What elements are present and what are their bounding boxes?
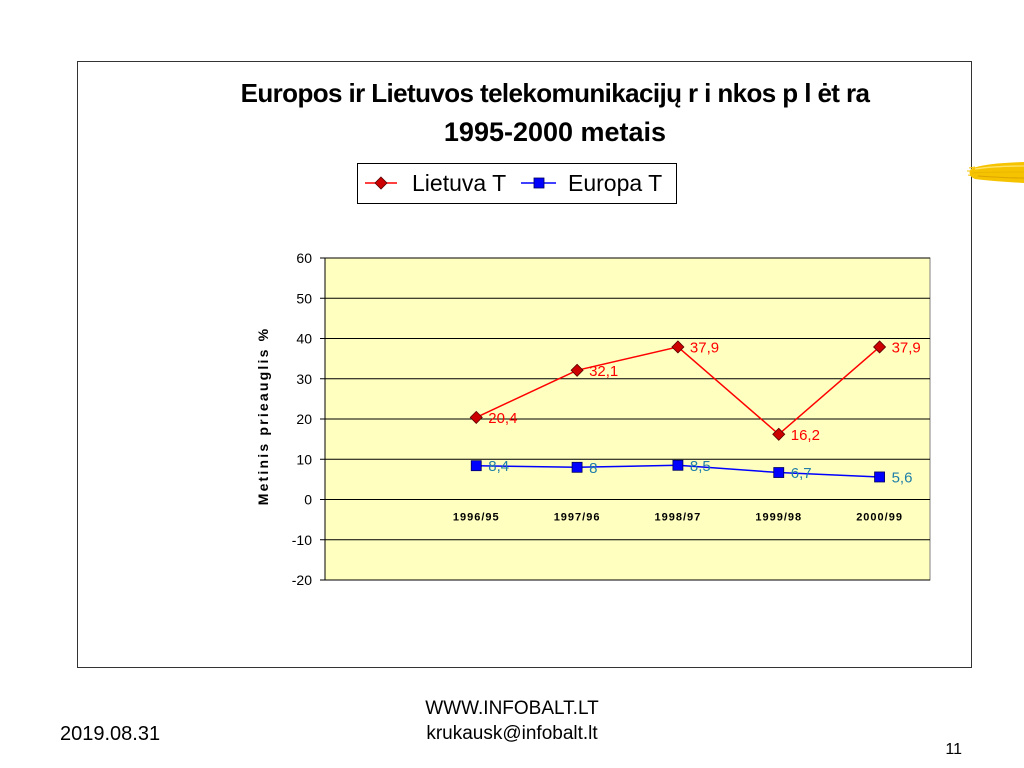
y-tick-label: 50 — [296, 290, 312, 307]
europa-t-marker — [572, 462, 582, 472]
europa-t-data-label: 6,7 — [790, 465, 812, 483]
y-tick-label: 20 — [296, 411, 312, 427]
y-tick-label: -20 — [291, 572, 312, 588]
lietuva-t-data-label: 20,4 — [488, 409, 518, 427]
legend-label-europa-t: Europa T — [568, 170, 663, 196]
y-tick-label: 60 — [296, 250, 312, 266]
legend-key-lietuva-t — [365, 173, 397, 193]
chart-title: Europos ir Lietuvos telekomunikacijų r i nkos p l ėt ra — [240, 78, 870, 108]
x-tick-label: 1999/98 — [755, 511, 803, 524]
y-tick-label: -10 — [291, 531, 312, 548]
y-tick-label: 30 — [296, 370, 312, 387]
line-chart — [280, 245, 945, 595]
europa-t-data-label: 8 — [589, 459, 598, 477]
slide-page-number: 11 — [945, 741, 962, 758]
x-tick-label: 1998/97 — [654, 511, 702, 524]
europa-t-marker — [774, 468, 784, 478]
y-tick-label: 10 — [296, 451, 312, 468]
legend-key-europa-t — [521, 173, 556, 193]
footer-website: WWW.INFOBALT.LT — [425, 698, 599, 719]
chart-legend — [357, 163, 677, 204]
europa-t-marker — [875, 472, 885, 482]
europa-t-marker — [471, 461, 481, 471]
europa-t-data-label: 8,4 — [488, 458, 510, 476]
legend-diamond-marker — [375, 177, 387, 189]
legend-square-marker — [534, 178, 544, 188]
footer-email: krukausk@infobalt.lt — [426, 723, 598, 744]
x-tick-label: 2000/99 — [856, 511, 903, 524]
x-tick-label: 1997/96 — [553, 511, 601, 524]
europa-t-data-label: 8,5 — [689, 457, 711, 475]
slide-date: 2019.08.31 — [60, 723, 161, 745]
y-axis-label: Metinis prieauglis % — [255, 326, 271, 506]
x-tick-label: 1996/95 — [452, 511, 500, 524]
europa-t-marker — [673, 460, 683, 470]
yellow-brush-stroke-decoration — [966, 156, 1024, 188]
lietuva-t-data-label: 32,1 — [589, 362, 619, 380]
europa-t-data-label: 5,6 — [891, 469, 913, 487]
lietuva-t-data-label: 16,2 — [790, 426, 820, 444]
lietuva-t-data-label: 37,9 — [689, 339, 720, 357]
y-tick-label: 0 — [304, 491, 312, 508]
chart-title-period: 1995-2000 metais — [443, 117, 667, 147]
lietuva-t-data-label: 37,9 — [891, 339, 921, 357]
legend-label-lietuva-t: Lietuva T — [412, 170, 507, 196]
y-tick-label: 40 — [296, 330, 312, 347]
